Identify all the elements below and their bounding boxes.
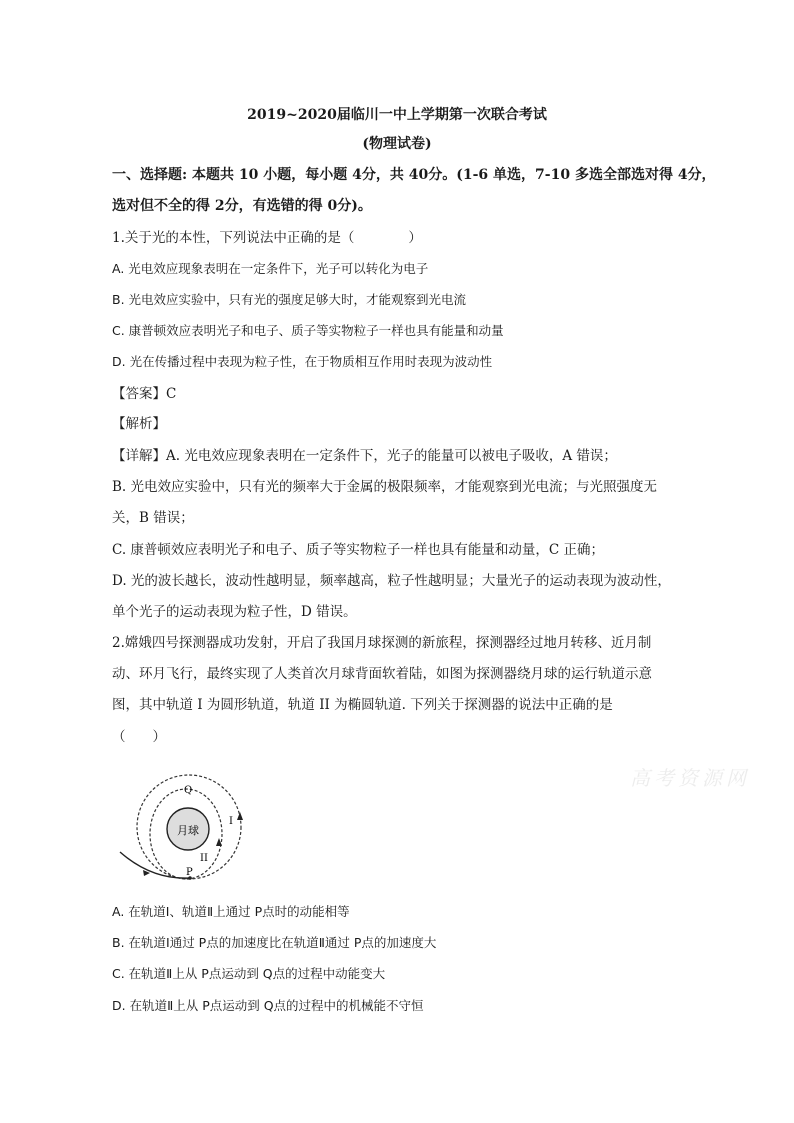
question-2-option-a: A. 在轨道Ⅰ、轨道Ⅱ上通过 P点时的动能相等	[112, 904, 350, 919]
question-2-stem-line: 图，其中轨道 I 为圆形轨道，轨道 II 为椭圆轨道. 下列关于探测器的说法中正确的是	[112, 697, 613, 713]
question-1-explanation-line: 关，B 错误；	[112, 510, 194, 526]
question-1-explanation-line: 单个光子的运动表现为粒子性，D 错误。	[112, 604, 357, 620]
question-1-explanation-line: B. 光电效应实验中，只有光的频率大于金属的极限频率，才能观察到光电流；与光照强度无	[112, 479, 658, 495]
question-1-explanation-line: D. 光的波长越长，波动性越明显，频率越高，粒子性越明显；大量光子的运动表现为波动性，	[112, 573, 671, 589]
question-1-option-d: D. 光在传播过程中表现为粒子性，在于物质相互作用时表现为波动性	[112, 354, 493, 369]
question-1-analysis-label: 【解析】	[112, 416, 166, 432]
question-2-option-b: B. 在轨道Ⅰ通过 P点的加速度比在轨道Ⅱ通过 P点的加速度大	[112, 935, 437, 950]
question-1-option-a: A. 光电效应现象表明在一定条件下，光子可以转化为电子	[112, 261, 429, 276]
orbit-i-arrow-icon	[237, 812, 243, 820]
transfer-trajectory	[120, 852, 190, 878]
orbit-ii-label: II	[200, 853, 208, 864]
orbit-i-label: I	[229, 816, 233, 827]
question-1-explanation-line: 【详解】A. 光电效应现象表明在一定条件下，光子的能量可以被电子吸收，A 错误；	[112, 448, 617, 464]
section-heading-line2: 选对但不全的得 2分，有选错的得 0分)。	[112, 198, 372, 214]
question-1-option-b: B. 光电效应实验中，只有光的强度足够大时，才能观察到光电流	[112, 292, 467, 307]
question-1-option-c: C. 康普顿效应表明光子和电子、质子等实物粒子一样也具有能量和动量	[112, 323, 504, 338]
question-2-stem-line: 2.嫦娥四号探测器成功发射，开启了我国月球探测的新旅程，探测器经过地月转移、近月制	[112, 635, 652, 651]
orbit-diagram	[112, 762, 262, 880]
question-1-answer: 【答案】C	[112, 386, 177, 402]
question-2-stem-line: 动、环月飞行，最终实现了人类首次月球背面软着陆，如图为探测器绕月球的运行轨道示意	[112, 666, 652, 682]
section-heading-line1: 一、选择题: 本题共 10 小题，每小题 4分，共 40分。(1-6 单选，7-10 多选全部选对得 4分，	[112, 167, 716, 183]
watermark: 高考资源网	[630, 766, 750, 790]
moon-label: 月球	[177, 824, 199, 837]
question-2-stem-line: （ ）	[112, 729, 166, 745]
point-q-label: Q	[184, 785, 193, 796]
question-1-stem: 1.关于光的本性，下列说法中正确的是（ ）	[112, 230, 422, 246]
question-2-option-d: D. 在轨道Ⅱ上从 P点运动到 Q点的过程中的机械能不守恒	[112, 998, 424, 1013]
question-1-explanation-line: C. 康普顿效应表明光子和电子、质子等实物粒子一样也具有能量和动量，C 正确；	[112, 542, 605, 558]
point-p-label: P	[186, 867, 193, 878]
exam-title: 2019~2020届临川一中上学期第一次联合考试	[247, 107, 547, 123]
exam-subtitle: (物理试卷)	[362, 136, 432, 152]
question-2-option-c: C. 在轨道Ⅱ上从 P点运动到 Q点的过程中动能变大	[112, 966, 386, 981]
orbit-ii-arrow-icon	[216, 838, 222, 846]
